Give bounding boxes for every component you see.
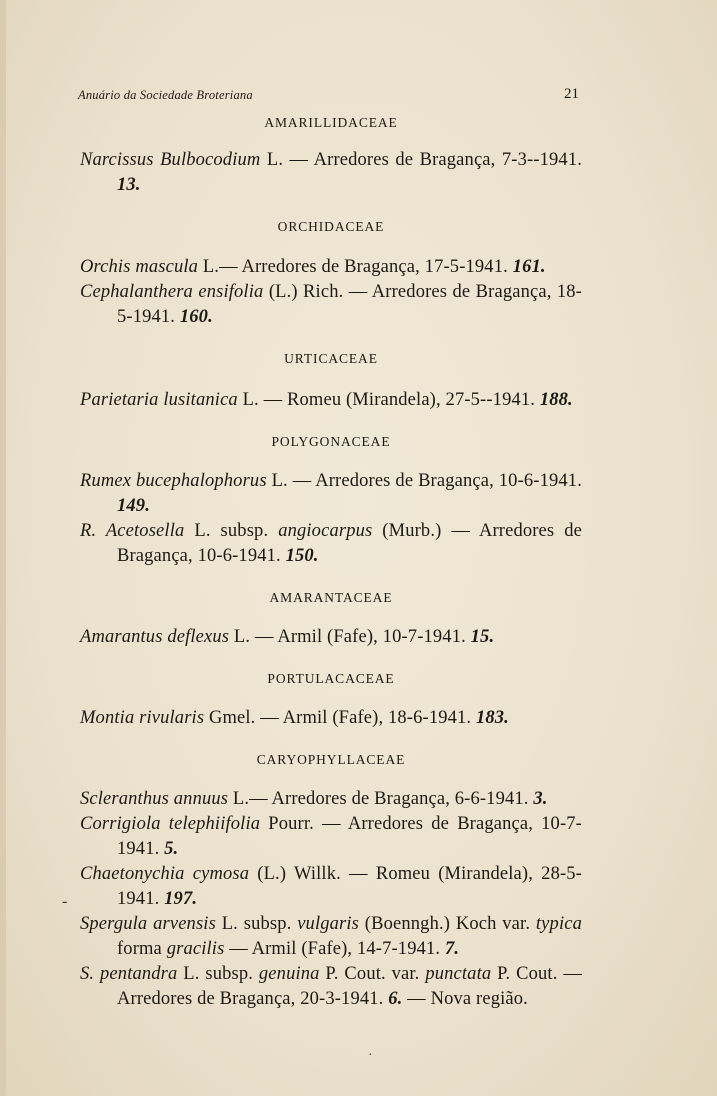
- species-entry: [80, 962, 582, 1012]
- taxon-name: Montia rivularis: [80, 708, 205, 728]
- family-heading: URTICACEAE: [284, 351, 378, 366]
- species-entry: [80, 912, 582, 962]
- ink-speck: ·: [368, 1048, 373, 1063]
- family-heading: POLYGONACEAE: [271, 434, 391, 449]
- infrataxon-name: vulgaris: [297, 914, 360, 934]
- entry-text: (Boenngh.) Koch var.: [359, 914, 536, 934]
- collection-number: 183.: [475, 708, 509, 728]
- species-entry: [80, 148, 582, 198]
- taxon-name: S. pentandra: [80, 964, 178, 984]
- entry-text: forma: [117, 939, 167, 959]
- collection-number: 160.: [179, 307, 213, 327]
- taxon-name: Chaetonychia cymosa: [80, 864, 250, 884]
- species-entry: [80, 787, 582, 812]
- taxon-name: Narcissus Bulbocodium: [80, 150, 261, 170]
- family-heading: ORCHIDACEAE: [277, 219, 385, 234]
- collection-number: 197.: [164, 889, 198, 909]
- infrataxon-name: punctata: [425, 964, 492, 984]
- species-entry: [80, 812, 582, 862]
- entry-text: L. — Arredores de Bragança, 7-3--1941.: [260, 150, 582, 170]
- collection-number: 149.: [117, 496, 150, 516]
- entry-text: L. subsp.: [215, 914, 298, 934]
- species-entry: [80, 862, 582, 912]
- entry-text: L. — Romeu (Mirandela), 27-5--1941.: [237, 390, 540, 410]
- collection-number: 150.: [285, 546, 319, 566]
- entry-text: — Armil (Fafe), 14-7-1941.: [224, 939, 445, 959]
- collection-number: 13.: [117, 175, 141, 195]
- infrataxon-name: typica: [535, 914, 582, 934]
- running-title: Anuário da Sociedade Broteriana: [78, 88, 253, 102]
- family-heading: AMARANTACEAE: [269, 590, 393, 605]
- species-entry: [80, 255, 582, 280]
- species-entry: [80, 625, 582, 650]
- taxon-name: Rumex bucephalophorus: [80, 471, 267, 491]
- collection-number: 5.: [164, 839, 179, 859]
- page-edge: [0, 0, 6, 1096]
- species-entry: [80, 519, 582, 569]
- species-entry: [80, 706, 582, 731]
- entry-text: Pourr. — Arredores de Bragança, 10-7-1941.: [117, 814, 582, 859]
- entry-text: P. Cout. — Arredores de Bragança, 20-3-1941.: [117, 964, 583, 1009]
- family-heading: PORTULACACEAE: [267, 671, 395, 686]
- taxon-name: Parietaria lusitanica: [80, 390, 238, 410]
- species-list: [80, 114, 582, 1012]
- collection-number: 3.: [533, 789, 548, 809]
- page-number: 21: [564, 86, 579, 102]
- entry-text: Gmel. — Armil (Fafe), 18-6-1941.: [204, 708, 476, 728]
- entry-text: L.— Arredores de Bragança, 6-6-1941.: [228, 789, 534, 809]
- collection-number: 188.: [539, 390, 573, 410]
- species-entry: [80, 469, 582, 519]
- entry-text: (L.) Willk. — Romeu (Mirandela), 28-5-1941.: [117, 864, 582, 909]
- collection-number: 161.: [512, 257, 546, 277]
- species-entry: [80, 280, 582, 330]
- family-heading: CARYOPHYLLACEAE: [256, 752, 406, 767]
- entry-text: (L.) Rich. — Arredores de Bragança, 18-5-1941.: [117, 282, 582, 327]
- taxon-name: Corrigiola telephiifolia: [80, 814, 261, 834]
- species-entry: [80, 388, 582, 413]
- infrataxon-name: gracilis: [166, 939, 225, 959]
- entry-text: L. — Arredores de Bragança, 10-6-1941.: [266, 471, 582, 491]
- family-heading: AMARILLIDACEAE: [264, 115, 398, 130]
- taxon-name: Orchis mascula: [80, 257, 199, 277]
- taxon-name: Spergula arvensis: [80, 914, 216, 934]
- infrataxon-name: angiocarpus: [278, 521, 373, 541]
- page-header: [78, 88, 579, 108]
- taxon-name: Scleranthus annuus: [80, 789, 229, 809]
- collection-number: 6.: [388, 989, 403, 1009]
- entry-note: — Nova região.: [402, 989, 528, 1009]
- collection-number: 7.: [444, 939, 460, 959]
- taxon-name: Amarantus deflexus: [80, 627, 230, 647]
- taxon-name: R. Acetosella: [80, 521, 185, 541]
- taxon-name: Cephalanthera ensifolia: [80, 282, 264, 302]
- entry-text: L. subsp.: [184, 521, 279, 541]
- entry-text: (Murb.) — Arredores de Bragança, 10-6-1941.: [117, 521, 582, 566]
- collection-number: 15.: [470, 627, 495, 647]
- entry-text: P. Cout. var.: [319, 964, 426, 984]
- entry-text: L.— Arredores de Bragança, 17-5-1941.: [198, 257, 513, 277]
- entry-text: L. — Armil (Fafe), 10-7-1941.: [229, 627, 471, 647]
- entry-text: L. subsp.: [177, 964, 259, 984]
- infrataxon-name: genuina: [258, 964, 320, 984]
- margin-mark: -: [62, 893, 68, 910]
